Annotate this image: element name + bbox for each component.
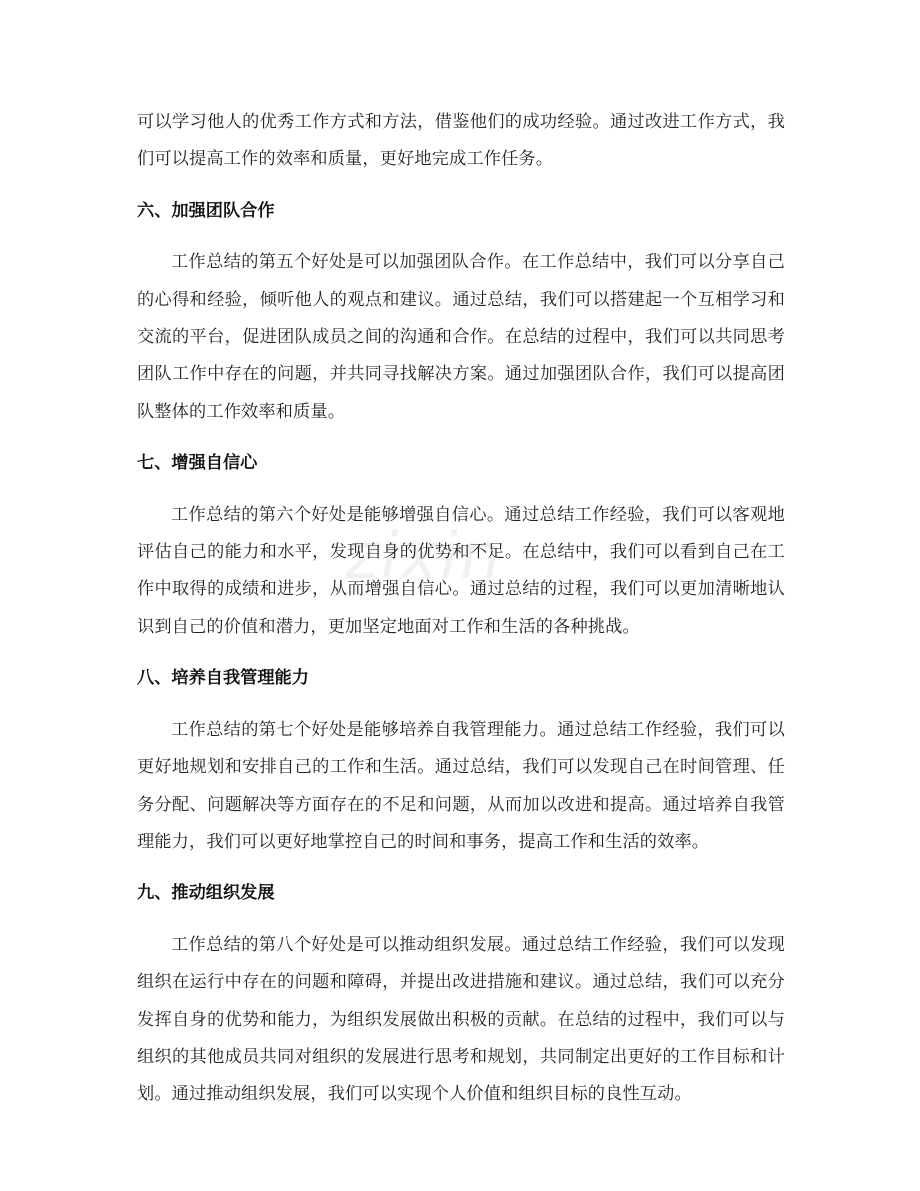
section-heading-8: 八、培养自我管理能力 — [137, 668, 309, 689]
section-paragraph-6: 工作总结的第五个好处是可以加强团队合作。在工作总结中，我们可以分享自己的心得和经验，倾听他人的观点和建议。通过总结，我们可以搭建起一个互相学习和交流的平台，促进团队成员之间的沟通和合作。在总结的过程中，我们可以共同思考团队工作中存在的问题，并共同寻找解决方案。通过加强团队合作，我们可以提高团队整体的工作效率和质量。 — [137, 252, 785, 422]
intro-paragraph: 可以学习他人的优秀工作方式和方法，借鉴他们的成功经验。通过改进工作方式，我们可以提高工作的效率和质量，更好地完成工作任务。 — [137, 112, 785, 170]
watermark: zixin — [345, 520, 503, 594]
document-body — [137, 104, 785, 1114]
section-heading-6: 六、加强团队合作 — [137, 200, 275, 221]
section-heading-9: 九、推动组织发展 — [137, 883, 275, 904]
section-paragraph-8: 工作总结的第七个好处是能够培养自我管理能力。通过总结工作经验，我们可以更好地规划和安排自己的工作和生活。通过总结，我们可以发现自己在时间管理、任务分配、问题解决等方面存在的不足和问题，从而加以改进和提高。通过培养自我管理能力，我们可以更好地掌控自己的时间和事务，提高工作和生活的效率。 — [137, 719, 785, 852]
section-paragraph-9: 工作总结的第八个好处是可以推动组织发展。通过总结工作经验，我们可以发现组织在运行中存在的问题和障碍，并提出改进措施和建议。通过总结，我们可以充分发挥自身的优势和能力，为组织发展做出积极的贡献。在总结的过程中，我们可以与组织的其他成员共同对组织的发展进行思考和规划，共同制定出更好的工作目标和计划。通过推动组织发展，我们可以实现个人价值和组织目标的良性互动。 — [137, 934, 785, 1105]
section-heading-7: 七、增强自信心 — [137, 453, 258, 474]
section-paragraph-7: 工作总结的第六个好处是能够增强自信心。通过总结工作经验，我们可以客观地评估自己的能力和水平，发现自身的优势和不足。在总结中，我们可以看到自己在工作中取得的成绩和进步，从而增强自信心。通过总结的过程，我们可以更加清晰地认识到自己的价值和潜力，更加坚定地面对工作和生活的各种挑战。 — [137, 504, 785, 637]
